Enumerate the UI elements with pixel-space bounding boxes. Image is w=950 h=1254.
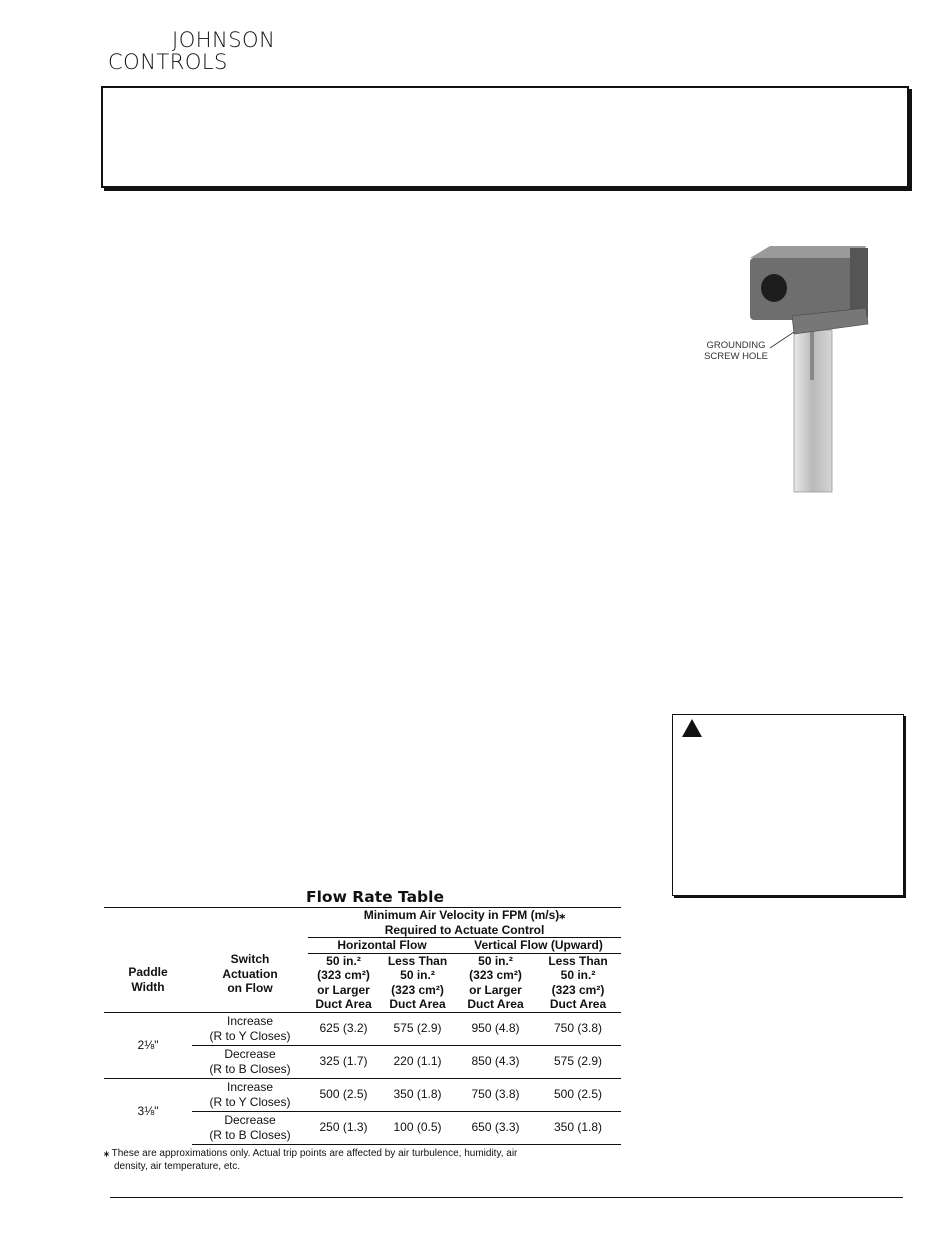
switch-action-cell: Decrease (R to B Closes) <box>192 1045 308 1078</box>
velocity-cell: 750 (3.8) <box>456 1078 535 1111</box>
table-row <box>104 1012 621 1045</box>
callout-screw-hole: SCREW HOLE <box>704 351 768 362</box>
footer-rule <box>110 1197 903 1198</box>
col-paddle-width: Paddle Width <box>104 908 192 1013</box>
velocity-cell: 500 (2.5) <box>308 1078 379 1111</box>
table-row <box>104 1078 621 1111</box>
table-footnote: ⁎ These are approximations only. Actual trip points are affected by air turbulence, humidity, air density, air temperature, etc. <box>104 1147 518 1172</box>
velocity-cell: 350 (1.8) <box>379 1078 456 1111</box>
flow-rate-table-block <box>104 888 624 1173</box>
col-sub-header: 50 in.² (323 cm²) or Larger Duct Area <box>456 953 535 1012</box>
paddle-width-cell: 2⅛" <box>104 1012 192 1078</box>
velocity-cell: 750 (3.8) <box>535 1012 621 1045</box>
col-horizontal-flow: Horizontal Flow <box>308 938 456 954</box>
col-sub-header: Less Than 50 in.² (323 cm²) Duct Area <box>535 953 621 1012</box>
callout-grounding: GROUNDING <box>706 340 766 351</box>
paddle-width-cell: 3⅛" <box>104 1078 192 1144</box>
warning-triangle-icon <box>681 718 703 738</box>
velocity-cell: 625 (3.2) <box>308 1012 379 1045</box>
logo-line1: JOHNSON <box>172 28 276 52</box>
col-min-air-velocity: Minimum Air Velocity in FPM (m/s)⁎ Required to Actuate Control <box>308 908 621 938</box>
velocity-cell: 575 (2.9) <box>535 1045 621 1078</box>
velocity-cell: 250 (1.3) <box>308 1111 379 1144</box>
logo-line2: CONTROLS <box>108 50 228 74</box>
flow-rate-table <box>104 907 621 1145</box>
airflow-switch-image <box>690 228 890 498</box>
johnson-controls-logo <box>108 28 308 76</box>
velocity-cell: 950 (4.8) <box>456 1012 535 1045</box>
velocity-cell: 650 (3.3) <box>456 1111 535 1144</box>
velocity-cell: 100 (0.5) <box>379 1111 456 1144</box>
document-title-box <box>101 86 909 188</box>
velocity-cell: 575 (2.9) <box>379 1012 456 1045</box>
col-sub-header: 50 in.² (323 cm²) or Larger Duct Area <box>308 953 379 1012</box>
switch-action-cell: Increase (R to Y Closes) <box>192 1012 308 1045</box>
col-vertical-flow: Vertical Flow (Upward) <box>456 938 621 954</box>
switch-action-cell: Decrease (R to B Closes) <box>192 1111 308 1144</box>
col-switch-actuation: Switch Actuation on Flow <box>192 908 308 1013</box>
col-sub-header: Less Than 50 in.² (323 cm²) Duct Area <box>379 953 456 1012</box>
velocity-cell: 350 (1.8) <box>535 1111 621 1144</box>
table-title: Flow Rate Table <box>306 888 444 906</box>
warning-box <box>672 714 904 896</box>
velocity-cell: 500 (2.5) <box>535 1078 621 1111</box>
velocity-cell: 220 (1.1) <box>379 1045 456 1078</box>
velocity-cell: 325 (1.7) <box>308 1045 379 1078</box>
velocity-cell: 850 (4.3) <box>456 1045 535 1078</box>
switch-action-cell: Increase (R to Y Closes) <box>192 1078 308 1111</box>
